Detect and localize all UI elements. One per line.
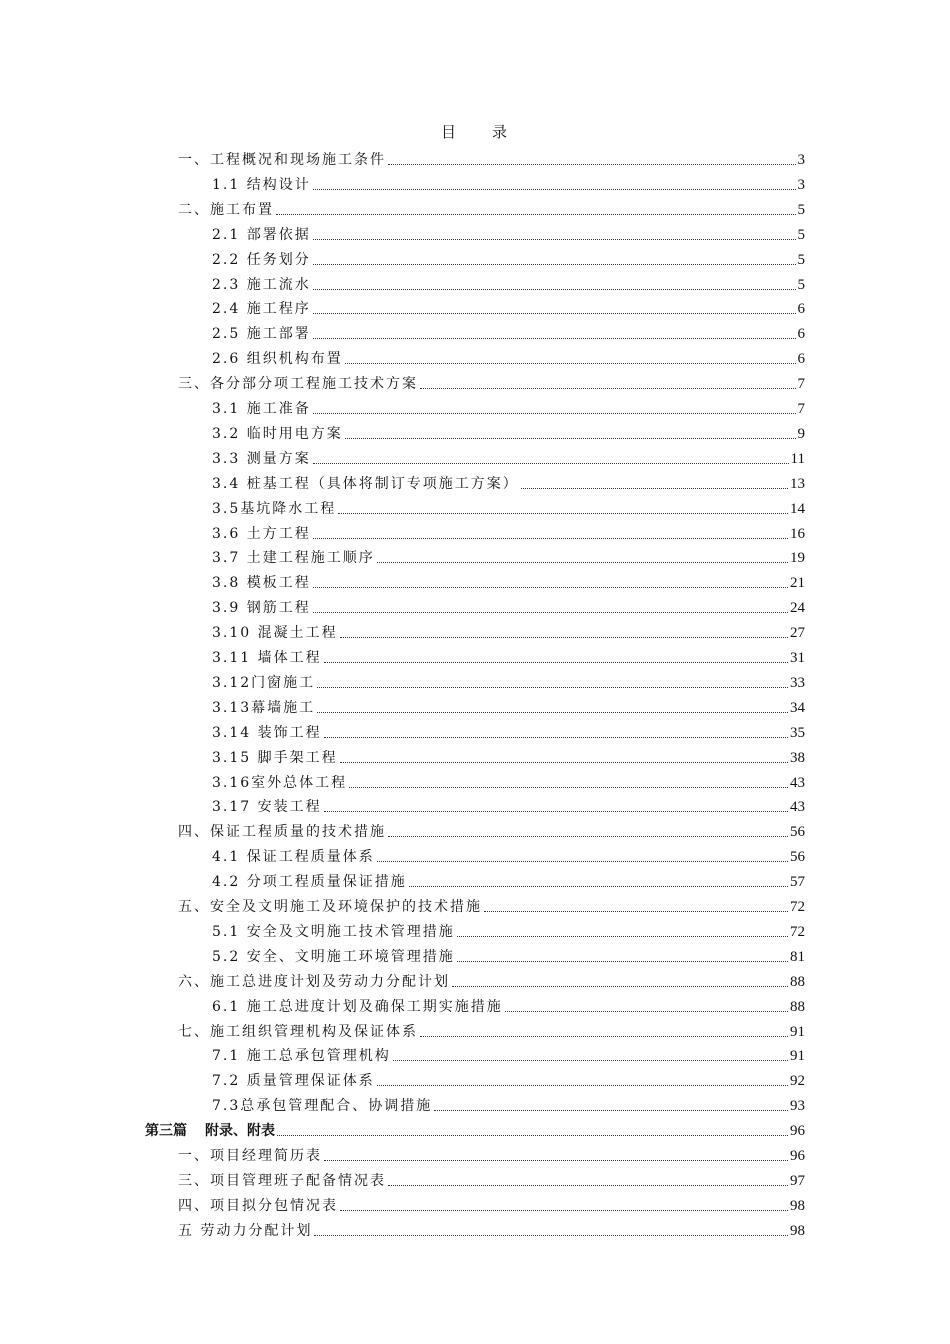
dot-leader xyxy=(388,164,796,165)
toc-entry[interactable] xyxy=(178,145,805,169)
toc-entry-label: 一、工程概况和现场施工条件 xyxy=(178,152,386,168)
toc-entry-page: 34 xyxy=(790,699,805,716)
toc-entry-label: 3.1 施工准备 xyxy=(212,401,311,417)
dot-leader xyxy=(313,587,788,588)
toc-entry[interactable] xyxy=(212,743,805,767)
toc-entry[interactable] xyxy=(212,394,805,418)
toc-entry-label: 3.12门窗施工 xyxy=(212,674,316,691)
toc-entry[interactable] xyxy=(212,419,805,443)
toc-entry-page: 56 xyxy=(790,824,805,841)
toc-entry-label: 4.2 分项工程质量保证措施 xyxy=(212,874,407,891)
toc-entry-page: 24 xyxy=(790,600,805,617)
toc-entry[interactable] xyxy=(212,469,805,493)
toc-entry[interactable] xyxy=(212,494,805,518)
toc-entry-page: 93 xyxy=(790,1098,805,1115)
toc-entry-page: 21 xyxy=(790,575,805,592)
toc-entry-page: 96 xyxy=(790,1148,805,1164)
toc-entry-page: 27 xyxy=(790,625,805,642)
toc-entry-page: 81 xyxy=(790,948,805,965)
toc-entry-page: 13 xyxy=(790,475,805,492)
toc-entry-label: 3.15 脚手架工程 xyxy=(212,749,338,766)
toc-entry-page: 98 xyxy=(790,1222,805,1239)
toc-entry-label: 四、项目拟分包情况表 xyxy=(178,1197,338,1214)
dot-leader xyxy=(277,1135,788,1136)
dot-leader xyxy=(345,363,796,364)
toc-entry-label: 4.1 保证工程质量体系 xyxy=(212,849,375,866)
toc-entry-page: 5 xyxy=(797,251,805,268)
toc-entry-page: 11 xyxy=(790,450,805,467)
toc-entry[interactable] xyxy=(212,294,805,318)
dot-leader xyxy=(340,1210,788,1211)
toc-entry-label xyxy=(145,1122,275,1140)
toc-entry-label: 七、施工组织管理机构及保证体系 xyxy=(178,1023,418,1040)
toc-entry[interactable] xyxy=(178,1017,805,1041)
toc-entry-label: 一、项目经理简历表 xyxy=(178,1148,322,1164)
toc-entry-page: 9 xyxy=(797,425,805,442)
dot-leader xyxy=(317,687,788,688)
dot-leader xyxy=(388,836,788,837)
dot-leader xyxy=(324,662,788,663)
toc-entry-page: 3 xyxy=(797,176,805,193)
toc-entry-label: 5.2 安全、文明施工环境管理措施 xyxy=(212,948,455,965)
dot-leader xyxy=(484,911,788,912)
dot-leader xyxy=(313,463,789,464)
toc-entry-page: 35 xyxy=(790,724,805,741)
toc-entry[interactable] xyxy=(212,245,805,269)
dot-leader xyxy=(338,513,788,514)
toc-entry[interactable] xyxy=(212,593,805,617)
toc-entry[interactable] xyxy=(178,195,805,219)
toc-entry[interactable] xyxy=(212,444,805,468)
toc-entry[interactable] xyxy=(145,1116,805,1140)
title-char-2: 录 xyxy=(492,123,510,141)
toc-entry-label: 2.6 组织机构布置 xyxy=(212,351,343,368)
toc-entry[interactable] xyxy=(212,1066,805,1090)
toc-entry-page: 97 xyxy=(790,1172,805,1189)
dot-leader xyxy=(505,1011,788,1012)
toc-entry[interactable] xyxy=(178,817,805,841)
toc-entry[interactable] xyxy=(178,967,805,991)
dot-leader xyxy=(349,787,788,788)
toc-entry-label: 3.8 模板工程 xyxy=(212,575,311,592)
toc-part-number: 第三篇 xyxy=(145,1123,187,1140)
toc-entry-page: 5 xyxy=(797,201,805,218)
dot-leader xyxy=(276,214,796,215)
toc-entry[interactable] xyxy=(212,170,805,194)
toc-entry[interactable] xyxy=(178,1216,805,1240)
toc-entry-label: 3.13幕墙施工 xyxy=(212,699,316,716)
toc-entry-label: 6.1 施工总进度计划及确保工期实施措施 xyxy=(212,998,503,1015)
toc-entry-page: 91 xyxy=(790,1048,805,1065)
toc-entry-page: 19 xyxy=(790,550,805,567)
toc-entry-label: 1.1 结构设计 xyxy=(212,176,311,193)
toc-entry-page: 3 xyxy=(797,152,805,168)
toc-entry-label: 五、安全及文明施工及环境保护的技术措施 xyxy=(178,899,482,915)
toc-entry[interactable] xyxy=(212,942,805,966)
dot-leader xyxy=(340,762,788,763)
dot-leader xyxy=(324,737,788,738)
toc-entry-page: 6 xyxy=(797,326,805,343)
toc-entry-page: 88 xyxy=(790,973,805,990)
toc-entry-page: 31 xyxy=(790,650,805,666)
toc-entry-page: 14 xyxy=(790,500,805,517)
toc-entry-label: 3.16室外总体工程 xyxy=(212,774,348,791)
toc-entry[interactable] xyxy=(212,270,805,294)
dot-leader xyxy=(314,1235,788,1236)
dot-leader xyxy=(324,1160,788,1161)
toc-entry-page: 33 xyxy=(790,674,805,691)
toc-entry-page: 7 xyxy=(797,376,805,393)
toc-entry-page: 5 xyxy=(797,276,805,293)
toc-entry[interactable] xyxy=(212,1041,805,1065)
toc-entry[interactable] xyxy=(212,568,805,592)
toc-entry[interactable] xyxy=(178,369,805,393)
dot-leader xyxy=(340,637,788,638)
dot-leader xyxy=(313,239,796,240)
toc-entry-page: 98 xyxy=(790,1197,805,1214)
dot-leader xyxy=(420,388,796,389)
toc-entry[interactable] xyxy=(212,220,805,244)
dot-leader xyxy=(434,1110,788,1111)
toc-entry-page: 56 xyxy=(790,849,805,866)
toc-entry-page: 91 xyxy=(790,1023,805,1040)
toc-part-title: 附录、附表 xyxy=(205,1123,275,1140)
toc-entry-page: 38 xyxy=(790,749,805,766)
toc-entry[interactable] xyxy=(212,768,805,792)
toc-entry-label: 7.2 质量管理保证体系 xyxy=(212,1073,375,1090)
dot-leader xyxy=(457,961,788,962)
toc-entry-label: 3.14 装饰工程 xyxy=(212,724,322,741)
toc-entry-page: 72 xyxy=(790,899,805,915)
toc-entry-label: 二、施工布置 xyxy=(178,201,274,218)
toc-entry[interactable] xyxy=(212,1091,805,1115)
dot-leader xyxy=(521,488,788,489)
toc-entry-page: 57 xyxy=(790,874,805,891)
toc-entry-label: 3.5基坑降水工程 xyxy=(212,500,337,517)
toc-entry[interactable] xyxy=(212,693,805,717)
toc-entry-label: 2.4 施工程序 xyxy=(212,301,311,318)
dot-leader xyxy=(313,189,796,190)
toc-entry-page: 72 xyxy=(790,923,805,940)
dot-leader xyxy=(313,289,796,290)
dot-leader xyxy=(420,1036,788,1037)
toc-entry[interactable] xyxy=(212,543,805,567)
toc-entry[interactable] xyxy=(212,992,805,1016)
toc-entry-label: 3.11 墙体工程 xyxy=(212,650,322,666)
title-char-1: 目 xyxy=(440,123,458,141)
toc-entry[interactable] xyxy=(212,867,805,891)
toc-entry-label: 3.7 土建工程施工顺序 xyxy=(212,550,375,567)
toc-entry[interactable] xyxy=(178,1166,805,1190)
toc-entry-label: 3.4 桩基工程（具体将制订专项施工方案） xyxy=(212,475,519,492)
dot-leader xyxy=(345,438,796,439)
dot-leader xyxy=(313,338,796,339)
toc-entry-page: 6 xyxy=(797,351,805,368)
toc-entry-label: 3.3 测量方案 xyxy=(212,450,311,467)
toc-entry-label: 3.2 临时用电方案 xyxy=(212,425,343,442)
dot-leader xyxy=(317,712,788,713)
toc-entry-page: 7 xyxy=(797,401,805,417)
toc-entry[interactable] xyxy=(212,344,805,368)
page-title xyxy=(0,121,950,142)
toc-entry[interactable] xyxy=(212,917,805,941)
toc-entry-page: 43 xyxy=(790,774,805,791)
toc-entry-label: 四、保证工程质量的技术措施 xyxy=(178,824,386,841)
toc-entry-label: 2.2 任务划分 xyxy=(212,251,311,268)
toc-entry-page: 88 xyxy=(790,998,805,1015)
toc-entry-label: 三、项目管理班子配备情况表 xyxy=(178,1172,386,1189)
dot-leader xyxy=(377,1085,788,1086)
toc-entry-label: 2.1 部署依据 xyxy=(212,226,311,243)
toc-entry-page: 96 xyxy=(790,1123,805,1140)
dot-leader xyxy=(377,562,788,563)
toc-entry[interactable] xyxy=(212,842,805,866)
toc-entry-page: 43 xyxy=(790,799,805,816)
dot-leader xyxy=(313,612,788,613)
dot-leader xyxy=(393,1060,788,1061)
toc-entry-label: 六、施工总进度计划及劳动力分配计划 xyxy=(178,973,450,990)
dot-leader xyxy=(313,413,796,414)
dot-leader xyxy=(377,861,788,862)
toc-entry[interactable] xyxy=(212,792,805,816)
toc-entry-page: 6 xyxy=(797,301,805,318)
toc-entry[interactable] xyxy=(212,618,805,642)
toc-entry-page: 5 xyxy=(797,226,805,243)
toc-entry[interactable] xyxy=(212,319,805,343)
toc-entry-page: 92 xyxy=(790,1073,805,1090)
toc-entry[interactable] xyxy=(212,643,805,667)
toc-entry-label: 3.10 混凝土工程 xyxy=(212,625,338,642)
toc-entry[interactable] xyxy=(212,668,805,692)
dot-leader xyxy=(313,313,796,314)
dot-leader xyxy=(313,538,788,539)
toc-entry-label: 2.5 施工部署 xyxy=(212,326,311,343)
toc-entry-label: 三、各分部分项工程施工技术方案 xyxy=(178,376,418,393)
toc-entry-label: 7.3总承包管理配合、协调措施 xyxy=(212,1098,433,1115)
toc-entry-label: 2.3 施工流水 xyxy=(212,276,311,293)
toc-entry-label: 3.6 土方工程 xyxy=(212,525,311,542)
toc-entry[interactable] xyxy=(212,718,805,742)
toc-entry[interactable] xyxy=(212,519,805,543)
toc-entry-label: 3.9 钢筋工程 xyxy=(212,600,311,617)
dot-leader xyxy=(457,936,788,937)
dot-leader xyxy=(452,986,788,987)
toc-entry[interactable] xyxy=(178,892,805,916)
toc-entry-label: 3.17 安装工程 xyxy=(212,799,322,816)
toc-entry-label: 7.1 施工总承包管理机构 xyxy=(212,1048,391,1065)
toc-entry-label: 5.1 安全及文明施工技术管理措施 xyxy=(212,923,455,940)
toc-entry[interactable] xyxy=(178,1191,805,1215)
toc-entry-label: 五 劳动力分配计划 xyxy=(178,1222,313,1239)
dot-leader xyxy=(388,1185,788,1186)
toc-entry[interactable] xyxy=(178,1141,805,1165)
dot-leader xyxy=(324,811,788,812)
dot-leader xyxy=(409,886,788,887)
toc-entry-page: 16 xyxy=(790,525,805,542)
dot-leader xyxy=(313,264,796,265)
